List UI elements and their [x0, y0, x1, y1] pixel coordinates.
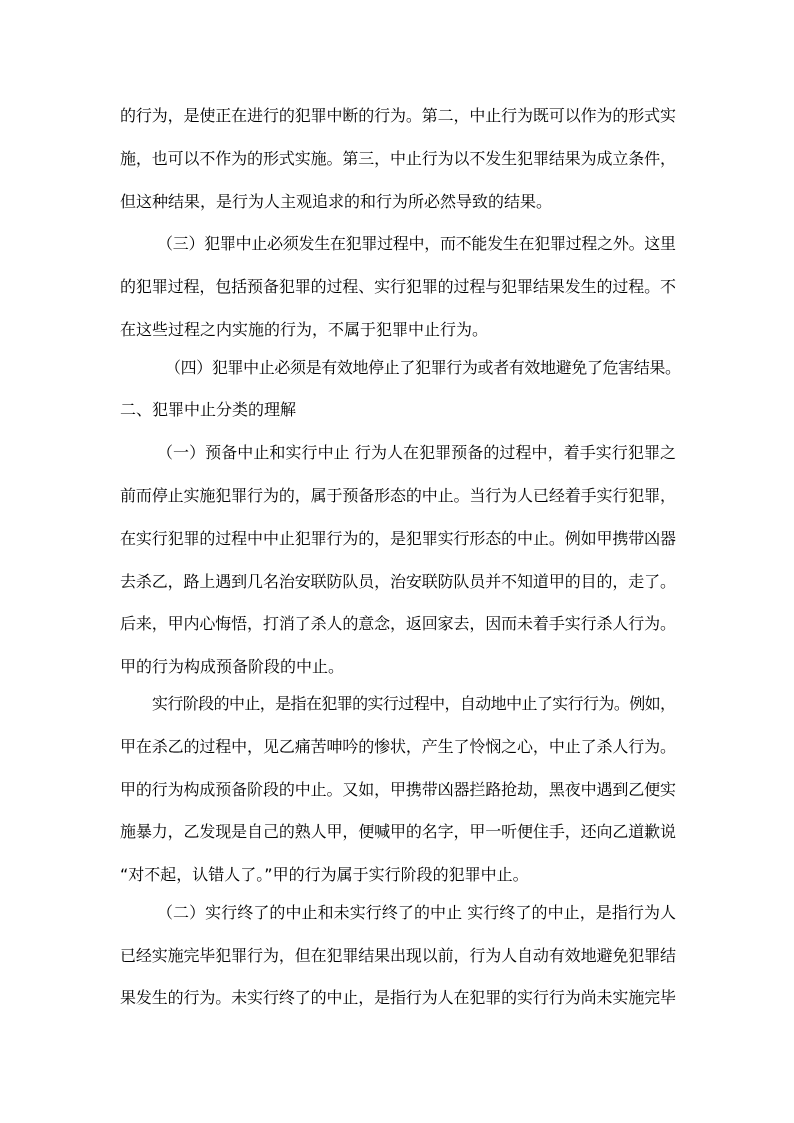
text-line: （四）犯罪中止必须是有效地停止了犯罪行为或者有效地避免了危害结果。	[165, 358, 681, 377]
text-line: 的行为，是使正在进行的犯罪中断的行为。第二，中止行为既可以作为的形式实	[120, 106, 676, 125]
text-line: 施暴力，乙发现是自己的熟人甲，便喊甲的名字，甲一听便住手，还向乙道歉说	[120, 822, 676, 841]
text-line: 实行阶段的中止，是指在犯罪的实行过程中，自动地中止了实行行为。例如，	[152, 694, 676, 713]
text-line: 去杀乙，路上遇到几名治安联防队员，治安联防队员并不知道甲的目的，走了。	[120, 572, 676, 591]
text-line: 已经实施完毕犯罪行为，但在犯罪结果出现以前，行为人自动有效地避免犯罪结	[120, 946, 676, 965]
section-heading: 二、犯罪中止分类的理解	[120, 400, 297, 419]
text-line: 的犯罪过程，包括预备犯罪的过程、实行犯罪的过程与犯罪结果发生的过程。不	[120, 277, 676, 296]
text-line: （二）实行终了的中止和未实行终了的中止 实行终了的中止，是指行为人	[157, 903, 677, 922]
text-line: （一）预备中止和实行中止 行为人在犯罪预备的过程中，着手实行犯罪之	[157, 443, 677, 462]
text-line: 甲的行为构成预备阶段的中止。	[120, 657, 345, 676]
text-line: （三）犯罪中止必须发生在犯罪过程中，而不能发生在犯罪过程之外。这里	[157, 234, 676, 253]
text-line: 但这种结果，是行为人主观追求的和行为所必然导致的结果。	[120, 192, 553, 211]
text-line: 在实行犯罪的过程中中止犯罪行为的，是犯罪实行形态的中止。例如甲携带凶器	[120, 529, 676, 548]
text-line: 甲的行为构成预备阶段的中止。又如，甲携带凶器拦路抢劫，黑夜中遇到乙便实	[120, 780, 676, 799]
text-line: 后来，甲内心悔悟，打消了杀人的意念，返回家去，因而未着手实行杀人行为。	[120, 614, 676, 633]
text-line: 施，也可以不作为的形式实施。第三，中止行为以不发生犯罪结果为成立条件，	[120, 149, 676, 168]
text-line: 在这些过程之内实施的行为，不属于犯罪中止行为。	[120, 320, 489, 339]
text-line: 果发生的行为。未实行终了的中止，是指行为人在犯罪的实行行为尚未实施完毕	[120, 988, 676, 1007]
text-line: “对不起，认错人了。”甲的行为属于实行阶段的犯罪中止。	[120, 865, 529, 884]
text-line: 甲在杀乙的过程中，见乙痛苦呻吟的惨状，产生了怜悯之心，中止了杀人行为。	[120, 737, 676, 756]
text-line: 前而停止实施犯罪行为的，属于预备形态的中止。当行为人已经着手实行犯罪，	[120, 486, 676, 505]
